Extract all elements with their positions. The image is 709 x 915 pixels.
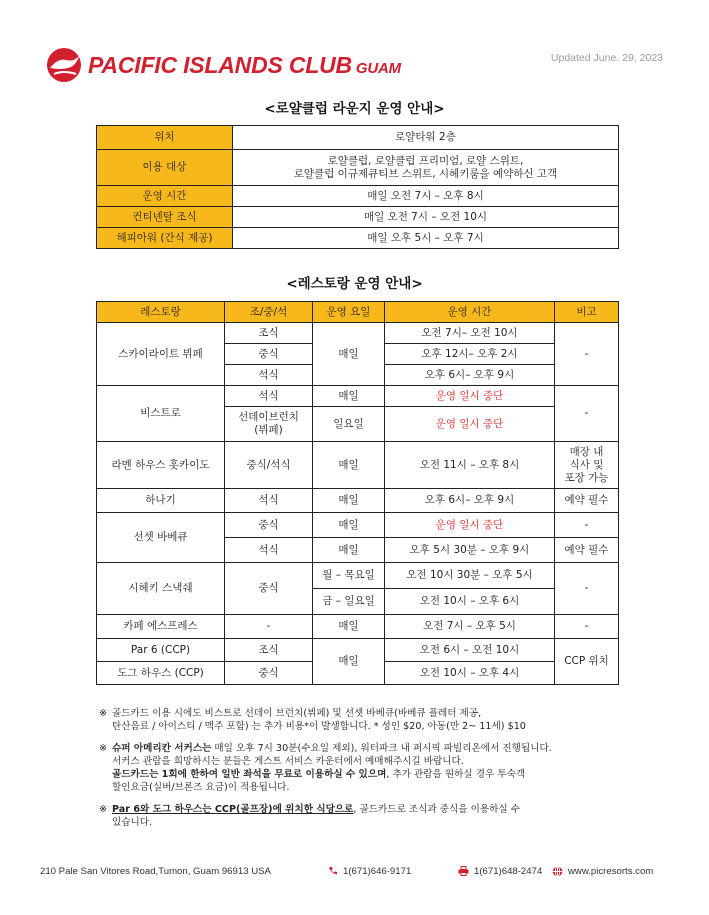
phone-number: 1(671)646-9171: [343, 866, 412, 877]
table-row: [97, 615, 619, 639]
note-line: [112, 803, 629, 816]
table-row: [97, 323, 619, 344]
restaurant-name: 비스트로: [97, 386, 225, 442]
hours-cell: 운영 일시 중단: [385, 386, 555, 407]
lounge-value: 매일 오후 5시 – 오후 7시: [233, 228, 619, 249]
note-circus: [99, 742, 629, 794]
footer-website[interactable]: [552, 866, 653, 877]
restaurant-name: 라멘 하우스 홋카이도: [97, 442, 225, 489]
footer: [40, 866, 680, 882]
lounge-label: 운영 시간: [97, 186, 233, 207]
meal-cell: 석식: [225, 538, 313, 563]
column-header: 운영 시간: [385, 302, 555, 323]
updated-date: Updated June. 29, 2023: [550, 52, 663, 64]
note-line: 포장 가능: [564, 471, 609, 484]
column-header: 조/중/석: [225, 302, 313, 323]
note-cell: -: [555, 386, 619, 442]
lounge-value-line: 로얄클럽, 로얄클럽 프리미엄, 로얄 스위트,: [327, 154, 524, 167]
note-cell: -: [555, 323, 619, 386]
note-cell: [555, 442, 619, 489]
lounge-row: [97, 126, 619, 150]
note-cell: -: [555, 615, 619, 639]
column-header: 비고: [555, 302, 619, 323]
note-gold-card-extra: [99, 707, 629, 733]
note-mark: ※: [99, 804, 108, 815]
column-header: 운영 요일: [313, 302, 385, 323]
table-row: [97, 639, 619, 662]
restaurant-name: 하나기: [97, 489, 225, 513]
note-line: 골드카드 이용 시에도 비스트로 선데이 브런치(뷔페) 및 선셋 바베큐(바베큐 플레터 제공,: [112, 708, 482, 719]
lounge-title: <로얄클럽 라운지 운영 안내>: [264, 101, 445, 117]
table-row: [97, 563, 619, 589]
fax-number: 1(671)648-2474: [474, 866, 543, 877]
days-cell: 일요일: [313, 407, 385, 442]
days-cell: 매일: [313, 442, 385, 489]
days-cell: 매일: [313, 489, 385, 513]
meal-cell: 중식: [225, 513, 313, 538]
hours-cell: 오후 6시– 오후 9시: [385, 489, 555, 513]
note-cell: -: [555, 563, 619, 615]
lounge-label: 컨티넨탈 조식: [97, 207, 233, 228]
restaurant-name: 도그 하우스 (CCP): [97, 662, 225, 685]
note-bold: 슈퍼 아메리칸 서커스는: [112, 743, 212, 754]
note-line: 있습니다.: [112, 817, 153, 828]
hours-cell: 오후 5시 30분 – 오후 9시: [385, 538, 555, 563]
lounge-row: [97, 228, 619, 249]
note-cell: 예약 필수: [555, 538, 619, 563]
note-text: , 추가 관람을 원하실 경우 투숙객: [386, 769, 526, 780]
table-row: [97, 386, 619, 407]
meal-cell: 석식: [225, 489, 313, 513]
note-cell: CCP 위치: [555, 639, 619, 685]
note-bold: 골드카드는 1회에 한하여 일반 좌석을 무료로 이용하실 수 있으며: [112, 769, 387, 780]
days-cell: 금 – 일요일: [313, 589, 385, 615]
lounge-row: [97, 186, 619, 207]
website-link[interactable]: www.picresorts.com: [568, 866, 654, 878]
restaurant-name: 스카이라이트 뷔페: [97, 323, 225, 386]
note-line: 할인요금(실버/브론즈 요금)이 적용됩니다.: [112, 782, 290, 793]
lounge-value: 매일 오전 7시 – 오전 10시: [233, 207, 619, 228]
lounge-table: [96, 125, 619, 249]
notes-section: [99, 707, 629, 836]
note-line: 서커스 관람을 희망하시는 분들은 게스트 서비스 카운터에서 예매해주시길 바랍니다.: [112, 756, 464, 767]
pic-bird-icon: [46, 46, 82, 84]
meal-cell: 석식: [225, 365, 313, 386]
table-row: [97, 442, 619, 489]
hours-cell: 오전 10시 – 오후 6시: [385, 589, 555, 615]
note-mark: ※: [99, 708, 108, 719]
footer-phone: [328, 866, 411, 877]
note-line: [112, 768, 629, 781]
note-bold: Par 6와 도그 하우스는 CCP(골프장)에 위치한 식당으로: [112, 804, 354, 815]
hours-cell: 오전 10시 30분 – 오후 5시: [385, 563, 555, 589]
note-line: 탄산음료 / 아이스티 / 맥주 포함) 는 추가 비용*이 발생합니다. * 성인 $20, 아동(만 2~ 11세) $10: [112, 721, 526, 732]
note-line: 매장 내: [569, 445, 604, 458]
meal-line: 선데이브런치: [238, 411, 299, 423]
table-header-row: [97, 302, 619, 323]
hours-cell: 오전 6시 – 오전 10시: [385, 639, 555, 662]
days-cell: 매일: [313, 386, 385, 407]
footer-address: 210 Pale San Vitores Road,Tumon, Guam 96913 USA: [40, 866, 271, 877]
meal-cell: 중식: [225, 344, 313, 365]
lounge-row: [97, 150, 619, 186]
days-cell: 월 – 목요일: [313, 563, 385, 589]
meal-cell: [225, 407, 313, 442]
note-cell: -: [555, 513, 619, 538]
note-line: [112, 742, 629, 755]
hours-cell: 오후 12시– 오후 2시: [385, 344, 555, 365]
meal-cell: -: [225, 615, 313, 639]
hours-cell: 오전 7시– 오전 10시: [385, 323, 555, 344]
fax-icon: [458, 866, 469, 876]
note-ccp: [99, 803, 629, 829]
hours-cell: 오전 11시 – 오후 8시: [385, 442, 555, 489]
hours-cell: 운영 일시 중단: [385, 513, 555, 538]
note-cell: 예약 필수: [555, 489, 619, 513]
hours-cell: 오전 10시 – 오후 4시: [385, 662, 555, 685]
meal-cell: 석식: [225, 386, 313, 407]
lounge-value: 매일 오전 7시 – 오후 8시: [233, 186, 619, 207]
restaurant-table: [96, 301, 619, 685]
days-cell: 매일: [313, 323, 385, 386]
hours-cell: 운영 일시 중단: [385, 407, 555, 442]
lounge-label: 이용 대상: [97, 150, 233, 186]
lounge-value-line: 로얄클럽 이규제큐티브 스위트, 시헤키룸을 예약하신 고객: [293, 167, 558, 180]
lounge-value: 로얄타워 2층: [233, 126, 619, 150]
note-line: 식사 및: [569, 458, 604, 471]
days-cell: 매일: [313, 538, 385, 563]
restaurant-name: 선셋 바베큐: [97, 513, 225, 563]
hours-cell: 오전 7시 – 오후 5시: [385, 615, 555, 639]
meal-cell: 중식: [225, 563, 313, 615]
lounge-value: [233, 150, 619, 186]
brand-location: GUAM: [355, 59, 401, 77]
meal-cell: 중식/석식: [225, 442, 313, 489]
phone-icon: [328, 866, 338, 876]
lounge-label: 위치: [97, 126, 233, 150]
column-header: 레스토랑: [97, 302, 225, 323]
brand-name: PACIFIC ISLANDS CLUB: [88, 51, 352, 78]
restaurant-name: 카페 에스프레스: [97, 615, 225, 639]
days-cell: 매일: [313, 639, 385, 685]
lounge-label: 해피아워 (간식 제공): [97, 228, 233, 249]
footer-fax: [458, 866, 542, 877]
meal-line: (뷔페): [254, 424, 283, 436]
hours-cell: 오후 6시– 오후 9시: [385, 365, 555, 386]
meal-cell: 조식: [225, 323, 313, 344]
globe-icon: [552, 866, 563, 877]
restaurant-name: 시헤키 스낵쉐: [97, 563, 225, 615]
note-text: 매일 오후 7시 30분(수요일 제외), 워터파크 내 퍼시픽 파빌리온에서 진행됩니다.: [211, 743, 552, 754]
days-cell: 매일: [313, 513, 385, 538]
lounge-row: [97, 207, 619, 228]
days-cell: 매일: [313, 615, 385, 639]
pic-logo: [46, 46, 401, 84]
meal-cell: 중식: [225, 662, 313, 685]
table-row: [97, 489, 619, 513]
restaurant-name: Par 6 (CCP): [97, 639, 225, 662]
note-mark: ※: [99, 743, 108, 754]
restaurant-title: <레스토랑 운영 안내>: [286, 276, 423, 292]
table-row: [97, 513, 619, 538]
note-text: , 골드카드로 조식과 중식을 이용하실 수: [353, 804, 520, 815]
meal-cell: 조식: [225, 639, 313, 662]
